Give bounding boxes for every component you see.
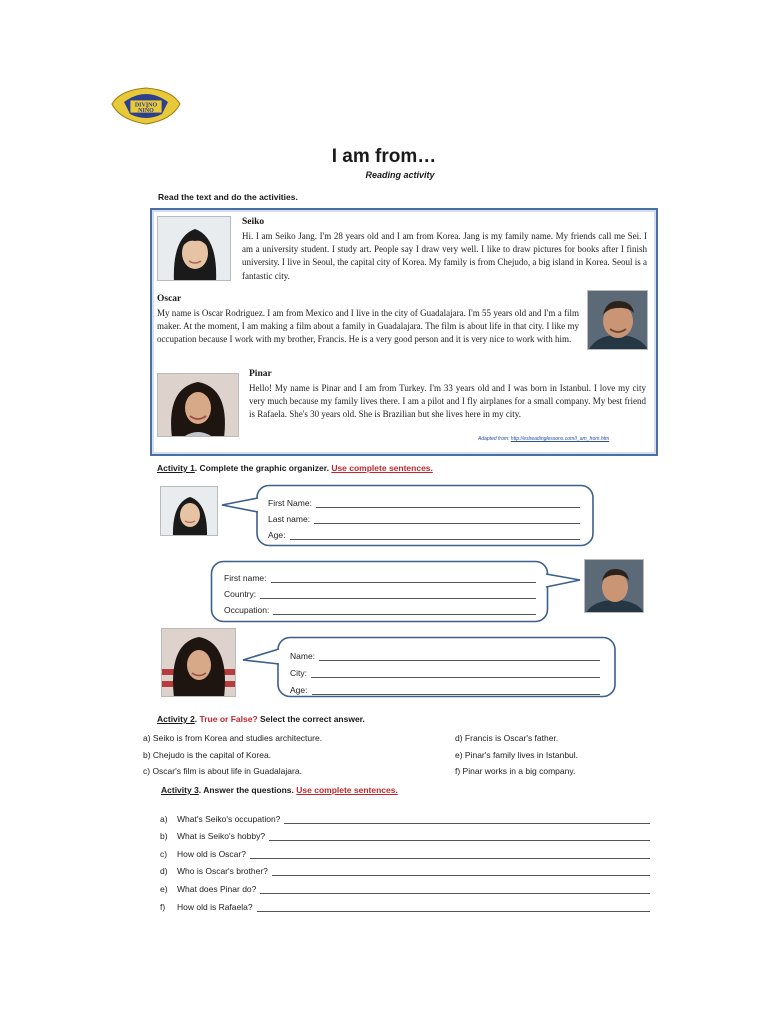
credit-link[interactable]: http://eslreadinglessons.com/I_am_from.htm	[510, 436, 610, 442]
activity1-text: . Complete the graphic organizer.	[194, 463, 329, 473]
seiko-fields	[268, 492, 580, 540]
question-letter: c)	[160, 848, 168, 859]
answer-line[interactable]	[284, 815, 650, 824]
question-text: How old is Oscar?	[177, 848, 246, 859]
answer-line[interactable]	[260, 590, 536, 599]
answer-line[interactable]	[290, 531, 581, 540]
activity2-dot: .	[194, 714, 200, 724]
question-letter: a)	[160, 813, 168, 824]
seiko-name: Seiko	[242, 217, 265, 227]
oscar-name: Oscar	[157, 294, 182, 304]
page-title: I am from…	[331, 146, 437, 167]
tf-right-list	[455, 733, 578, 783]
seiko-last-name-field[interactable]	[268, 508, 580, 524]
oscar-small-photo	[584, 559, 644, 613]
question-b[interactable]	[160, 824, 650, 842]
answer-line[interactable]	[314, 515, 580, 524]
pinar-small-photo	[161, 628, 236, 697]
question-letter: d)	[160, 866, 168, 877]
oscar-occupation-field[interactable]	[224, 599, 536, 615]
answer-line[interactable]	[316, 499, 580, 508]
oscar-text: My name is Oscar Rodriguez. I am from Mexico and I live in the city of Guadalajara. I'm 55 years old and I'm a film maker. At the moment, I am making a film about a family in Guadalajara. The film is about life in that city. I like my occupation because I work with my brother, Francis. He is a very good person and it is very nice to work with him.	[157, 308, 579, 345]
activity3-highlight: Use complete sentences.	[296, 785, 398, 795]
instructions: Read the text and do the activities.	[158, 192, 298, 202]
question-letter: e)	[160, 883, 168, 894]
activity2-heading	[157, 714, 365, 724]
tf-item-f[interactable]: f) Pinar works in a big company.	[455, 766, 576, 776]
field-label: First Name:	[268, 498, 312, 508]
activity2-label: Activity 2	[157, 714, 195, 724]
question-letter: f)	[160, 901, 166, 912]
question-text: What is Seiko's hobby?	[177, 831, 266, 842]
seiko-small-photo	[160, 486, 218, 536]
tf-item-d[interactable]: d) Francis is Oscar's father.	[455, 733, 559, 743]
oscar-first-name-field[interactable]	[224, 567, 536, 583]
question-c[interactable]	[160, 841, 650, 859]
tf-item-a[interactable]: a) Seiko is from Korea and studies architecture.	[143, 733, 323, 743]
oscar-fields	[224, 567, 536, 615]
answer-line[interactable]	[250, 850, 650, 859]
answer-line[interactable]	[269, 832, 650, 841]
school-logo-icon	[110, 82, 182, 128]
answer-line[interactable]	[273, 606, 536, 615]
field-label: Occupation:	[224, 605, 270, 615]
tf-item-c[interactable]: c) Oscar's film is about life in Guadalajara.	[143, 766, 302, 776]
question-text: What does Pinar do?	[177, 883, 257, 894]
pinar-name-field[interactable]	[290, 644, 600, 661]
oscar-photo	[587, 290, 648, 350]
seiko-age-field[interactable]	[268, 524, 580, 540]
tf-left-list	[143, 733, 322, 783]
tf-item-b[interactable]: b) Chejudo is the capital of Korea.	[143, 749, 272, 760]
question-d[interactable]	[160, 859, 650, 877]
answer-line[interactable]	[260, 885, 650, 894]
activity1-label: Activity 1	[157, 463, 195, 473]
field-label: City:	[290, 668, 307, 678]
field-label: First name:	[224, 573, 267, 583]
seiko-first-name-field[interactable]	[268, 492, 580, 508]
pinar-text: Hello! My name is Pinar and I am from Turkey. I'm 33 years old and I was born in Istanbul. I love my city very much because my family lives there. I am a pilot and I fly airplanes for a small company. My best friend is Rafaela. She's 30 years old. She is Brazilian but she lives here in my city.	[249, 383, 646, 420]
answer-line[interactable]	[319, 652, 600, 661]
question-e[interactable]	[160, 876, 650, 894]
activity3-text: . Answer the questions.	[198, 785, 294, 795]
page-subtitle: Reading activity	[365, 170, 435, 180]
activity3-label: Activity 3	[161, 785, 199, 795]
source-credit	[478, 436, 609, 442]
activity2-highlight: True or False?	[199, 714, 258, 724]
activity2-text: Select the correct answer.	[257, 714, 365, 724]
answer-line[interactable]	[311, 669, 600, 678]
question-text: Who is Oscar's brother?	[177, 866, 268, 877]
field-label: Country:	[224, 589, 257, 599]
pinar-city-field[interactable]	[290, 661, 600, 678]
activity3-heading	[161, 785, 398, 795]
answer-line[interactable]	[312, 686, 601, 695]
answer-line[interactable]	[271, 574, 536, 583]
pinar-fields	[290, 644, 600, 695]
question-f[interactable]	[160, 894, 650, 912]
tf-item-e[interactable]: e) Pinar's family lives in Istanbul.	[455, 749, 579, 760]
answer-line[interactable]	[257, 903, 650, 912]
field-label: Last name:	[268, 514, 311, 524]
seiko-photo	[157, 216, 231, 281]
field-label: Age:	[268, 530, 286, 540]
question-text: How old is Rafaela?	[177, 901, 253, 912]
question-text: What's Seiko's occupation?	[177, 813, 281, 824]
questions-list	[160, 806, 650, 912]
pinar-photo	[157, 373, 239, 437]
question-a[interactable]	[160, 806, 650, 824]
logo-text-bottom: NIÑO	[138, 108, 154, 114]
oscar-country-field[interactable]	[224, 583, 536, 599]
activity1-highlight: Use complete sentences.	[331, 463, 433, 473]
credit-label: Adapted from:	[478, 436, 510, 442]
logo-text-top: DIVINO	[134, 102, 158, 109]
field-label: Name:	[290, 651, 316, 661]
answer-line[interactable]	[272, 867, 650, 876]
field-label: Age:	[290, 685, 308, 695]
activity1-heading	[157, 463, 433, 473]
question-letter: b)	[160, 831, 168, 842]
pinar-age-field[interactable]	[290, 678, 600, 695]
pinar-name: Pinar	[249, 369, 272, 379]
seiko-text: Hi. I am Seiko Jang. I'm 28 years old and I am from Korea. Jang is my family name. My friends call me Sei. I am a university student. I study art. People say I draw very well. I like to draw pictures for books after I finish university. I live in Seoul, the capital city of Korea. My family is from Chejudo, a big island in Korea. Seoul is a fantastic city.	[242, 231, 647, 281]
